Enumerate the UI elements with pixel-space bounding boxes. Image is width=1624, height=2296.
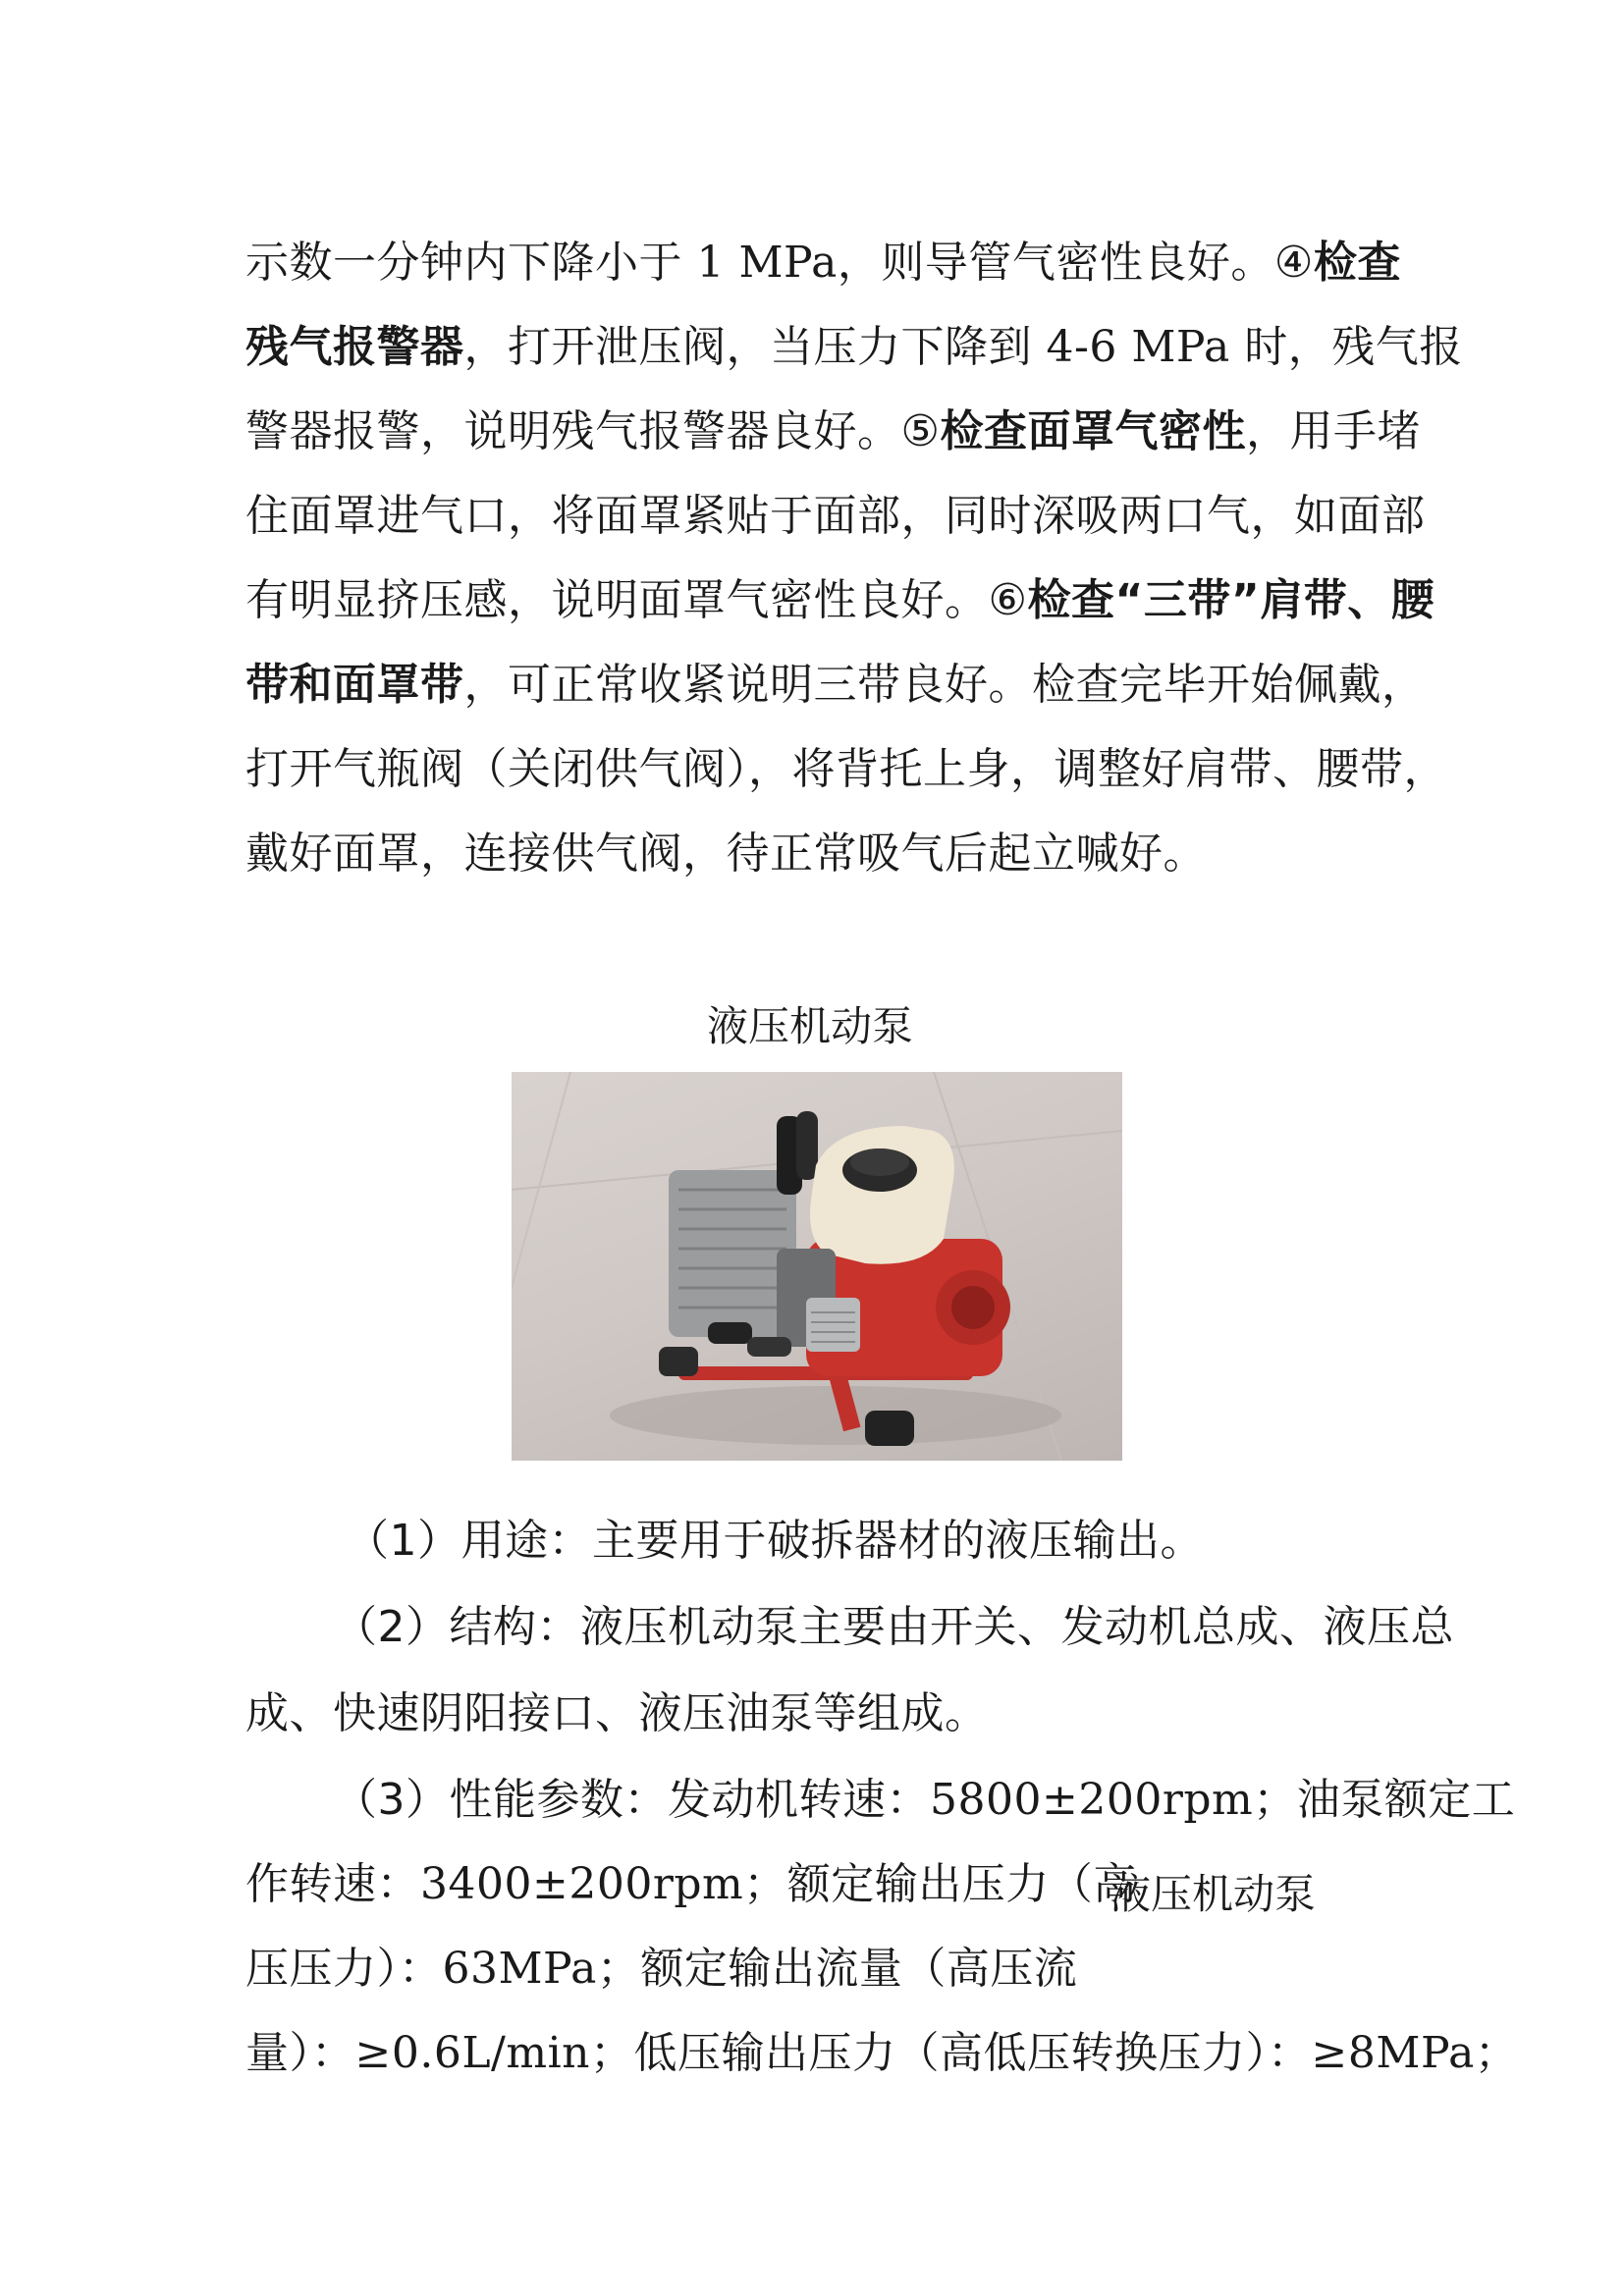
bold-heading: 残气报警器 <box>245 322 464 372</box>
bold-heading: 检查“三带”肩带、腰 <box>1027 575 1435 625</box>
figure-caption: 液压机动泵 <box>707 1002 914 1050</box>
text-line-5 <box>245 571 1435 630</box>
text-span: 警器报警，说明残气报警器良好。⑤ <box>245 406 941 456</box>
text-span: 4-6 MPa <box>1032 322 1245 372</box>
text-span: ；油泵额定工 <box>1253 1775 1516 1825</box>
text-span: 示数一分钟内下降小于 <box>245 238 682 288</box>
text-line-7 <box>245 740 1447 799</box>
spec-line-4 <box>245 2024 1519 2083</box>
text-span: 有明显挤压感，说明面罩气密性良好。⑥ <box>245 575 1028 625</box>
text-span: ，打开泄压阀，当压力下降到 <box>463 322 1032 372</box>
text-span: 63MPa <box>442 1944 597 1994</box>
spec-line-2 <box>245 1855 1137 1914</box>
structure-paragraph-line-1 <box>334 1598 1454 1657</box>
text-span: ≥0.6L/min <box>354 2028 591 2078</box>
text-span: 1 MPa <box>682 238 838 288</box>
text-span: （2）结构：液压机动泵主要由开关、发动机总成、液压总 <box>334 1602 1454 1652</box>
side-caption: 液压机动泵 <box>1110 1870 1317 1918</box>
bold-heading: 带和面罩带 <box>245 660 464 710</box>
text-line-4 <box>245 487 1426 546</box>
spec-line-3 <box>245 1940 1078 1999</box>
text-line-6 <box>245 656 1426 715</box>
text-span: ，则导管气密性良好。④ <box>837 238 1314 288</box>
hydraulic-pump-photo <box>512 1072 1122 1461</box>
text-span: ；低压输出压力（高低压转换压力）： <box>590 2028 1312 2078</box>
text-span: 戴好面罩，连接供气阀，待正常吸气后起立喊好。 <box>245 828 1207 879</box>
text-span: ≥8MPa <box>1311 2028 1475 2078</box>
text-span: 住面罩进气口，将面罩紧贴于面部，同时深吸两口气，如面部 <box>245 491 1426 541</box>
text-span: 5800±200rpm <box>930 1775 1254 1825</box>
text-span: ；额定输出流量（高压流 <box>596 1944 1078 1994</box>
bold-heading: 检查 <box>1313 238 1401 288</box>
text-span: 打开气瓶阀（关闭供气阀），将背托上身，调整好肩带、腰带， <box>245 744 1447 794</box>
text-span: ；额定输出压力（高 <box>743 1859 1137 1909</box>
text-span: （1）用途：主要用于破拆器材的液压输出。 <box>346 1516 1204 1566</box>
spec-line-1 <box>334 1771 1516 1830</box>
text-span: 作转速： <box>245 1859 420 1909</box>
text-span: 3400±200rpm <box>420 1859 744 1909</box>
text-span: 量）： <box>245 2028 355 2078</box>
text-line-1 <box>245 234 1401 293</box>
text-span: 成、快速阴阳接口、液压油泵等组成。 <box>245 1688 989 1738</box>
text-line-8 <box>245 825 1384 883</box>
usage-paragraph <box>346 1512 1384 1571</box>
pump-illustration <box>512 1072 1122 1461</box>
text-span: ，用手堵 <box>1245 406 1421 456</box>
text-span: ，可正常收紧说明三带良好。检查完毕开始佩戴， <box>463 660 1426 710</box>
text-span: 压压力）： <box>245 1944 443 1994</box>
text-span: 时，残气报 <box>1244 322 1463 372</box>
text-span: ； <box>1474 2028 1519 2078</box>
text-line-2 <box>245 318 1463 377</box>
structure-paragraph-line-2 <box>245 1684 1384 1743</box>
text-line-3 <box>245 402 1421 461</box>
text-span: （3）性能参数：发动机转速： <box>334 1775 930 1825</box>
bold-heading: 检查面罩气密性 <box>940 406 1246 456</box>
